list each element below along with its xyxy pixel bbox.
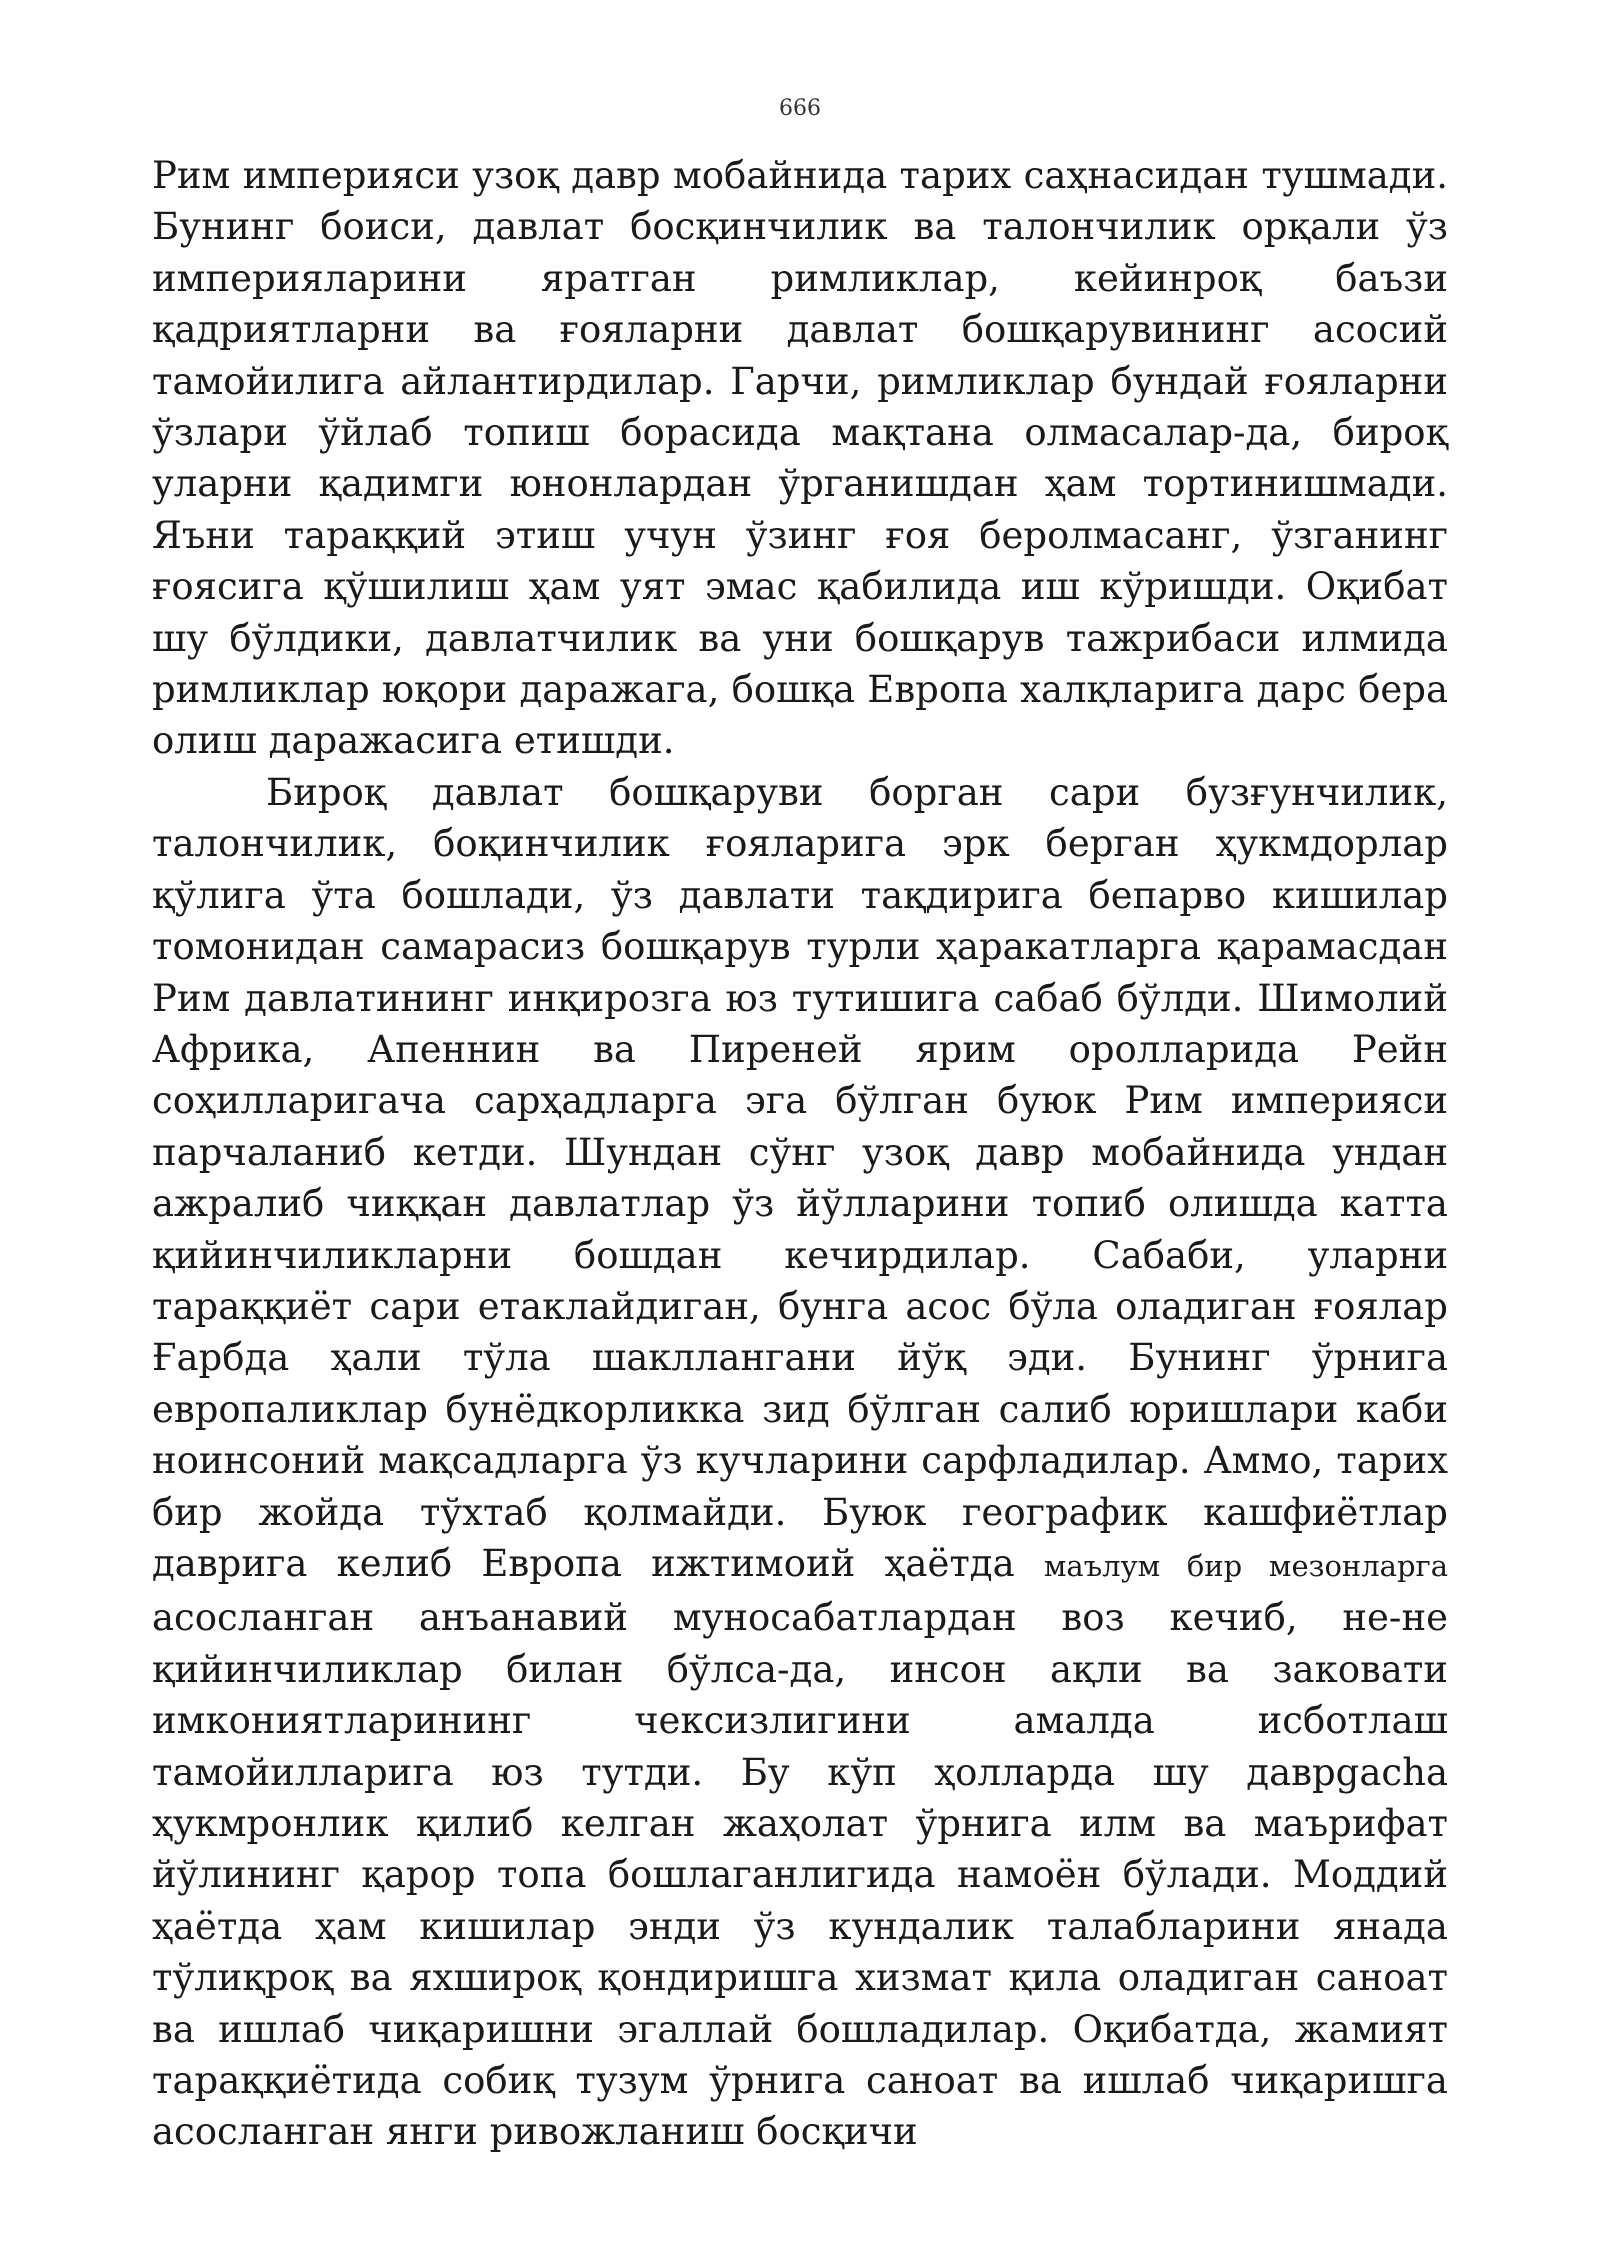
- paragraph-2-small-phrase: маълум бир мезонларга: [1043, 1548, 1448, 1583]
- paragraph-1-text: Рим империяси узоқ давр мобайнида тарих саҳнасидан тушмади. Бунинг боиси, давлат босқинчилик ва талончилик орқали ўз империяларини яратган римликлар, кейинроқ баъзи қадриятларни ва ғояларни давлат бошқарувининг асосий тамойилига айлантирдилар. Гарчи, римликлар бундай ғояларни ўзлари ўйлаб топиш борасида мақтана олмасалар-да, бироқ уларни қадимги юнонлардан ўрганишдан ҳам тортинишмади. Яъни тараққий этиш учун ўзинг ғоя беролмасанг, ўзганинг ғоясига қўшилиш ҳам уят эмас қабилида иш кўришди. Оқибат шу бўлдики, давлатчилик ва уни бошқарув тажрибаси илмида римликлар юқори даражага, бошқа Европа халқларига дарс бера олиш даражасига етишди.: [152, 154, 1448, 763]
- body-text: [152, 150, 1448, 2158]
- paragraph-2-text-b: асосланган анъанавий муносабатлардан воз кечиб, не-не қийинчиликлар билан бўлса-да, инсон ақли ва заковати имкониятларининг чексизлигини амалда исботлаш тамойилларига юз тутди. Бу кўп ҳолларда шу даврgacha ҳукмронлик қилиб келган жаҳолат ўрнига илм ва маърифат йўлининг қарор топа бошлаганлигида намоён бўлади. Моддий ҳаётда ҳам кишилар энди ўз кундалик талабларини янада тўлиқроқ ва яхшироқ қондиришга хизмат қила оладиган саноат ва ишлаб чиқаришни эгаллай бошладилар. Оқибатда, жамият тараққиётида собиқ тузум ўрнига саноат ва ишлаб чиқаришга асосланган янги ривожланиш босқичи: [152, 1596, 1448, 2154]
- paragraph-2-text-a: Бироқ давлат бошқаруви борган сари бузғунчилик, талончилик, боқинчилик ғояларига эрк берган ҳукмдорлар қўлига ўта бошлади, ўз давлати тақдирига бепарво кишилар томонидан самарасиз бошқарув турли ҳаракатларга қарамасдан Рим давлатининг инқирозга юз тутишига сабаб бўлди. Шимолий Африка, Апеннин ва Пиреней ярим оролларида Рейн соҳилларигача сарҳадларга эга бўлган буюк Рим империяси парчаланиб кетди. Шундан сўнг узоқ давр мобайнида ундан ажралиб чиққан давлатлар ўз йўлларини топиб олишда катта қийинчиликларни бошдан кечирдилар. Сабаби, уларни тараққиёт сари етаклайдиган, бунга асос бўла оладиган ғоялар Ғарбда ҳали тўла шакллангани йўқ эди. Бунинг ўрнига европаликлар бунёдкорликка зид бўлган салиб юришлари каби ноинсоний мақсадларга ўз кучларини сарфладилар. Аммо, тарих бир жойда тўхтаб қолмайди. Буюк географик кашфиётлар даврига келиб Европа ижтимоий ҳаётда: [152, 770, 1448, 1585]
- page-number: 666: [779, 96, 821, 121]
- paragraph-1: [152, 150, 1448, 767]
- paragraph-2: [152, 767, 1448, 2158]
